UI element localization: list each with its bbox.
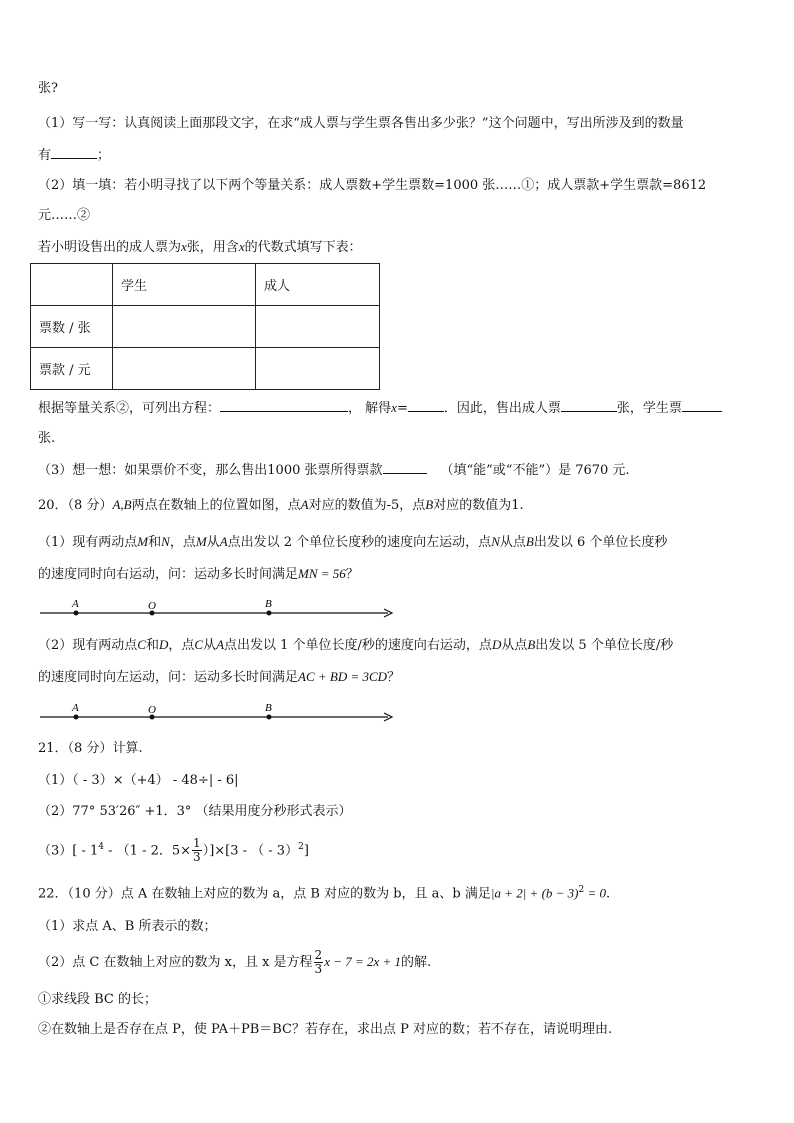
q20-part1-line1	[38, 533, 667, 552]
q22-sub2: ②在数轴上是否存在点 P，使 PA＋PB＝BC？若存在，求出点 P 对应的数；若不存在，请说明理由.	[38, 1022, 613, 1037]
label-o: O	[148, 704, 156, 716]
exponent: 2	[578, 885, 585, 895]
q20-text: 从	[206, 535, 220, 550]
fraction-denominator: 3	[314, 962, 323, 976]
ticket-table	[30, 263, 380, 390]
fraction-numerator: 2	[314, 948, 323, 962]
q19-table-intro	[38, 238, 362, 257]
answer-blank[interactable]	[682, 399, 722, 412]
q21-heading: 21．（8 分）计算.	[38, 741, 143, 756]
table-header-row	[31, 264, 380, 306]
q20-text: 出发以 5 个单位长度/秒	[535, 638, 674, 653]
q20-text: 的速度同时向左运动，问：运动多长时间满足	[38, 670, 299, 685]
q19-part1-text: （1）写一写：认真阅读上面那段文字，在求“成人票与学生票各售出多少张？”这个问题中，写出所涉及到的数量	[38, 116, 684, 131]
q22-equation: x − 7 = 2x + 1	[324, 954, 402, 969]
fraction-denominator: 3	[193, 850, 201, 865]
var-n: N	[161, 534, 170, 549]
point-a	[74, 715, 79, 720]
var-a: A	[216, 637, 225, 652]
q20-text: ？	[345, 567, 359, 582]
intro-text: 张，用含	[186, 240, 239, 255]
q21-item3	[38, 831, 309, 867]
var-m: M	[195, 534, 207, 549]
q20-text: 和	[148, 535, 162, 550]
answer-blank[interactable]	[408, 399, 444, 412]
expr-text: （3）[ - 1	[38, 843, 99, 859]
q19-part1-answer-line	[38, 146, 110, 165]
q19-equation-end: 张.	[38, 431, 56, 446]
q20-text: 从	[203, 638, 217, 653]
q19-equation-line	[38, 399, 722, 418]
q20-text: 点出发以 2 个单位长度秒的速度向左运动，点	[227, 535, 492, 550]
var-b: B	[525, 534, 534, 549]
eq-text: ， 解得	[348, 401, 392, 416]
condition-mn: MN = 56	[298, 566, 346, 581]
fraction-two-thirds	[314, 949, 324, 976]
q19-part3-line	[38, 461, 630, 480]
var-n: N	[491, 534, 500, 549]
q20-text: 出发以 6 个单位长度秒	[533, 535, 668, 550]
q20-text: （2）现有两动点	[38, 638, 138, 653]
q20-part1-line2	[38, 565, 359, 584]
eq-text: ．因此，售出成人票	[443, 401, 561, 416]
number-line-1	[38, 596, 398, 620]
q20-text: 两点在数轴上的位置如图，点	[131, 498, 301, 513]
table-cell-input[interactable]	[256, 348, 380, 390]
q19-part1-prefix: 有	[38, 148, 52, 163]
answer-blank[interactable]	[220, 399, 348, 412]
q22-condition: = 0	[584, 885, 607, 901]
var-ab: A,B	[112, 497, 132, 512]
part3-text: （填“能”或“不能”）是 7670 元.	[440, 463, 630, 478]
q22-condition: |a + 2| + (b − 3)	[490, 885, 579, 901]
q20-part2-line1	[38, 636, 673, 655]
expr-text: - （1 - 2．5×	[104, 843, 192, 859]
table-cell-input[interactable]	[113, 306, 256, 348]
q20-text: 和	[145, 638, 159, 653]
part3-text: （3）想一想：如果票价不变，那么售出1000 张票所得票款	[38, 463, 383, 478]
q22-text: .	[606, 886, 611, 902]
label-a: A	[72, 702, 79, 714]
q22-heading	[38, 881, 610, 903]
fraction-one-third	[192, 837, 202, 864]
q20-text: 对应的数值为1.	[433, 498, 524, 513]
q20-text: 从点	[501, 638, 528, 653]
answer-blank[interactable]	[51, 146, 97, 159]
q22-text: 的解.	[401, 955, 432, 970]
var-d: D	[491, 637, 502, 652]
continuation-text: 张?	[38, 81, 58, 96]
condition-ac-bd: AC + BD = 3CD	[298, 669, 388, 684]
eq-sign: =	[396, 401, 408, 416]
label-o: O	[148, 600, 156, 612]
q20-text: 从点	[499, 535, 526, 550]
q20-text: ，点	[169, 535, 196, 550]
expr-text: ）]×[3 - （ - 3）	[202, 843, 299, 859]
var-b: B	[527, 637, 536, 652]
q20-text: （1）现有两动点	[38, 535, 138, 550]
question-number: 20．（8 分）	[38, 498, 113, 513]
var-d: D	[158, 637, 169, 652]
var-b: B	[425, 497, 434, 512]
label-a: A	[72, 598, 79, 610]
table-header-adult: 成人	[256, 264, 380, 306]
q22-text: （2）点 C 在数轴上对应的数为 x，且 x 是方程	[38, 955, 313, 970]
var-a: A	[219, 534, 228, 549]
number-line-2	[38, 700, 398, 724]
exponent: 4	[98, 842, 105, 852]
q19-part2-text-cont: 元……②	[38, 208, 91, 223]
intro-text: 若小明设售出的成人票为	[38, 240, 182, 255]
var-x: x	[181, 239, 187, 254]
q20-text: ，点	[168, 638, 195, 653]
answer-blank[interactable]	[383, 461, 427, 474]
point-b	[267, 715, 272, 720]
var-a: A	[300, 497, 309, 512]
table-cell-input[interactable]	[256, 306, 380, 348]
q19-part1-suffix: ；	[97, 148, 111, 163]
q21-item1: （1）（ - 3）×（+4） - 48÷| - 6|	[38, 773, 239, 788]
q22-text: 22．（10 分）点 A 在数轴上对应的数为 a，点 B 对应的数为 b，且 a、b 满足	[38, 886, 491, 902]
exponent: 2	[298, 842, 304, 852]
var-c: C	[137, 637, 146, 652]
table-row	[31, 306, 380, 348]
q20-text: ？	[387, 670, 401, 685]
answer-blank[interactable]	[561, 399, 617, 412]
q22-sub1: ①求线段 BC 的长；	[38, 992, 158, 1007]
eq-text: 张，学生票	[616, 401, 682, 416]
var-c: C	[194, 637, 204, 652]
label-b: B	[265, 598, 272, 610]
point-a	[74, 611, 79, 616]
point-b	[267, 611, 272, 616]
q20-heading	[38, 496, 524, 515]
eq-text: 根据等量关系②，可列出方程：	[38, 401, 221, 416]
q20-text: 对应的数值为-5，点	[308, 498, 426, 513]
q22-part1: （1）求点 A、B 所表示的数；	[38, 919, 217, 934]
q19-part2-text: （2）填一填：若小明寻找了以下两个等量关系：成人票数+学生票数=1000 张……①；成人票款+学生票款=8612	[38, 178, 707, 193]
q20-text: 点出发以 1 个单位长度/秒的速度向右运动，点	[224, 638, 492, 653]
table-row-label: 票款 / 元	[31, 348, 113, 390]
q22-part2	[38, 946, 431, 979]
table-row	[31, 348, 380, 390]
var-m: M	[137, 534, 149, 549]
q20-part2-line2	[38, 668, 400, 687]
q21-item2: （2）77° 53′26″ +1．3° （结果用度分秒形式表示）	[38, 804, 352, 819]
fraction-numerator: 1	[193, 836, 201, 851]
table-header-student: 学生	[113, 264, 256, 306]
q20-text: 的速度同时向右运动，问：运动多长时间满足	[38, 567, 299, 582]
table-cell-input[interactable]	[113, 348, 256, 390]
table-row-label: 票数 / 张	[31, 306, 113, 348]
var-x: x	[391, 400, 397, 415]
var-x: x	[238, 239, 245, 254]
expr-text: ]	[303, 843, 309, 859]
table-cell	[31, 264, 113, 306]
label-b: B	[265, 702, 272, 714]
intro-text: 的代数式填写下表：	[244, 240, 362, 255]
